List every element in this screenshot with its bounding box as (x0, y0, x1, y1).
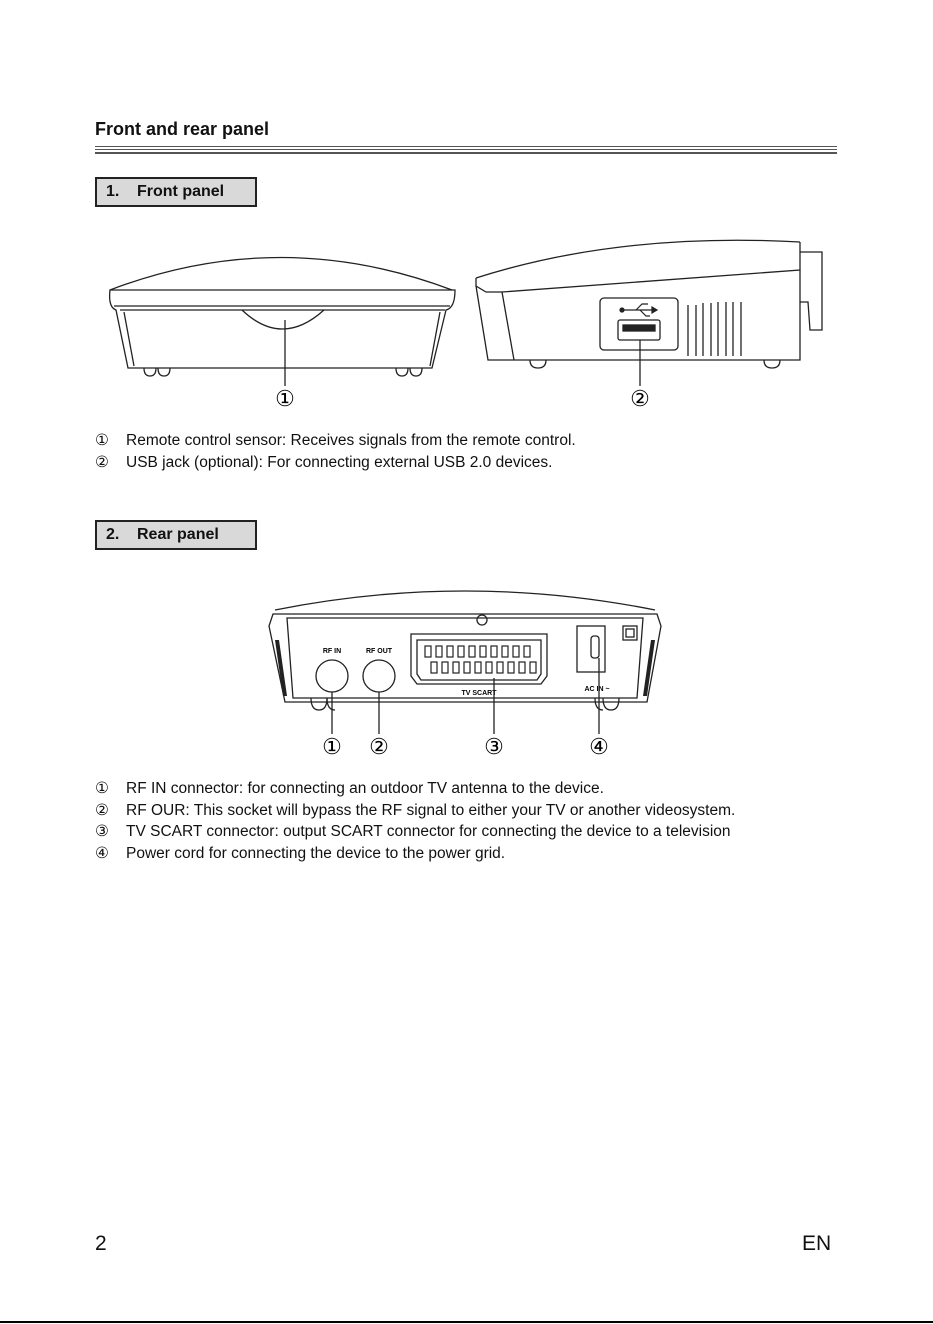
item-mark: ② (95, 453, 109, 471)
list-item (95, 778, 735, 800)
callout-4: ④ (589, 734, 609, 759)
list-item (95, 430, 576, 452)
list-item (95, 821, 735, 843)
section-number: 2. (106, 526, 120, 543)
section-title: Front panel (137, 183, 225, 200)
item-mark: ④ (95, 844, 109, 862)
front-panel-list (95, 430, 576, 473)
rf-out-label: RF OUT (365, 648, 393, 655)
title-rule (95, 152, 837, 154)
callout-1: ① (322, 734, 342, 759)
side-view-body (476, 242, 800, 292)
front-view-top (110, 258, 452, 291)
rear-panel-section-header (95, 520, 257, 550)
section-number: 1. (106, 183, 120, 200)
item-text: Power cord for connecting the device to the power grid. (126, 844, 506, 862)
item-mark: ② (95, 801, 109, 819)
item-mark: ① (95, 432, 109, 449)
title-rule (95, 149, 837, 150)
item-text: TV SCART connector: output SCART connector for connecting the device to a television (126, 823, 731, 840)
section-title: Rear panel (137, 526, 219, 543)
list-item (95, 452, 576, 474)
callout-2: ② (630, 386, 650, 411)
side-view-top (476, 240, 800, 278)
rf-in-connector (316, 660, 348, 692)
item-text: RF OUR: This socket will bypass the RF signal to either your TV or another videosystem. (126, 801, 736, 819)
item-text: USB jack (optional): For connecting external USB 2.0 devices. (126, 453, 553, 471)
scart-connector (411, 634, 547, 684)
ac-in-label: AC IN ~ (584, 686, 610, 693)
callout-2: ② (369, 734, 389, 759)
front-panel-section-header (95, 177, 257, 207)
rear-view-top (275, 591, 655, 610)
scart-pins (425, 646, 536, 673)
item-mark: ③ (95, 823, 109, 840)
rear-panel-list (95, 778, 735, 864)
item-text: Remote control sensor: Receives signals from the remote control. (126, 432, 576, 449)
page-number: 2 (95, 1232, 107, 1255)
title-rule (95, 146, 837, 147)
rf-in-label: RF IN (322, 648, 342, 655)
page-bottom-rule (0, 1321, 933, 1323)
list-item (95, 800, 735, 822)
list-item (95, 843, 735, 865)
rear-panel-illustration (265, 578, 665, 763)
item-mark: ① (95, 780, 109, 797)
rf-out-connector (363, 660, 395, 692)
page-title: Front and rear panel (95, 119, 270, 139)
front-panel-illustration (100, 230, 835, 415)
remote-sensor-window (242, 310, 324, 329)
callout-3: ③ (484, 734, 504, 759)
item-text: RF IN connector: for connecting an outdoor TV antenna to the device. (126, 780, 604, 797)
usb-recess (600, 298, 678, 350)
usb-icon (620, 304, 657, 316)
callout-1: ① (275, 386, 295, 411)
language-code: EN (802, 1232, 832, 1255)
tv-scart-label: TV SCART (461, 690, 497, 697)
